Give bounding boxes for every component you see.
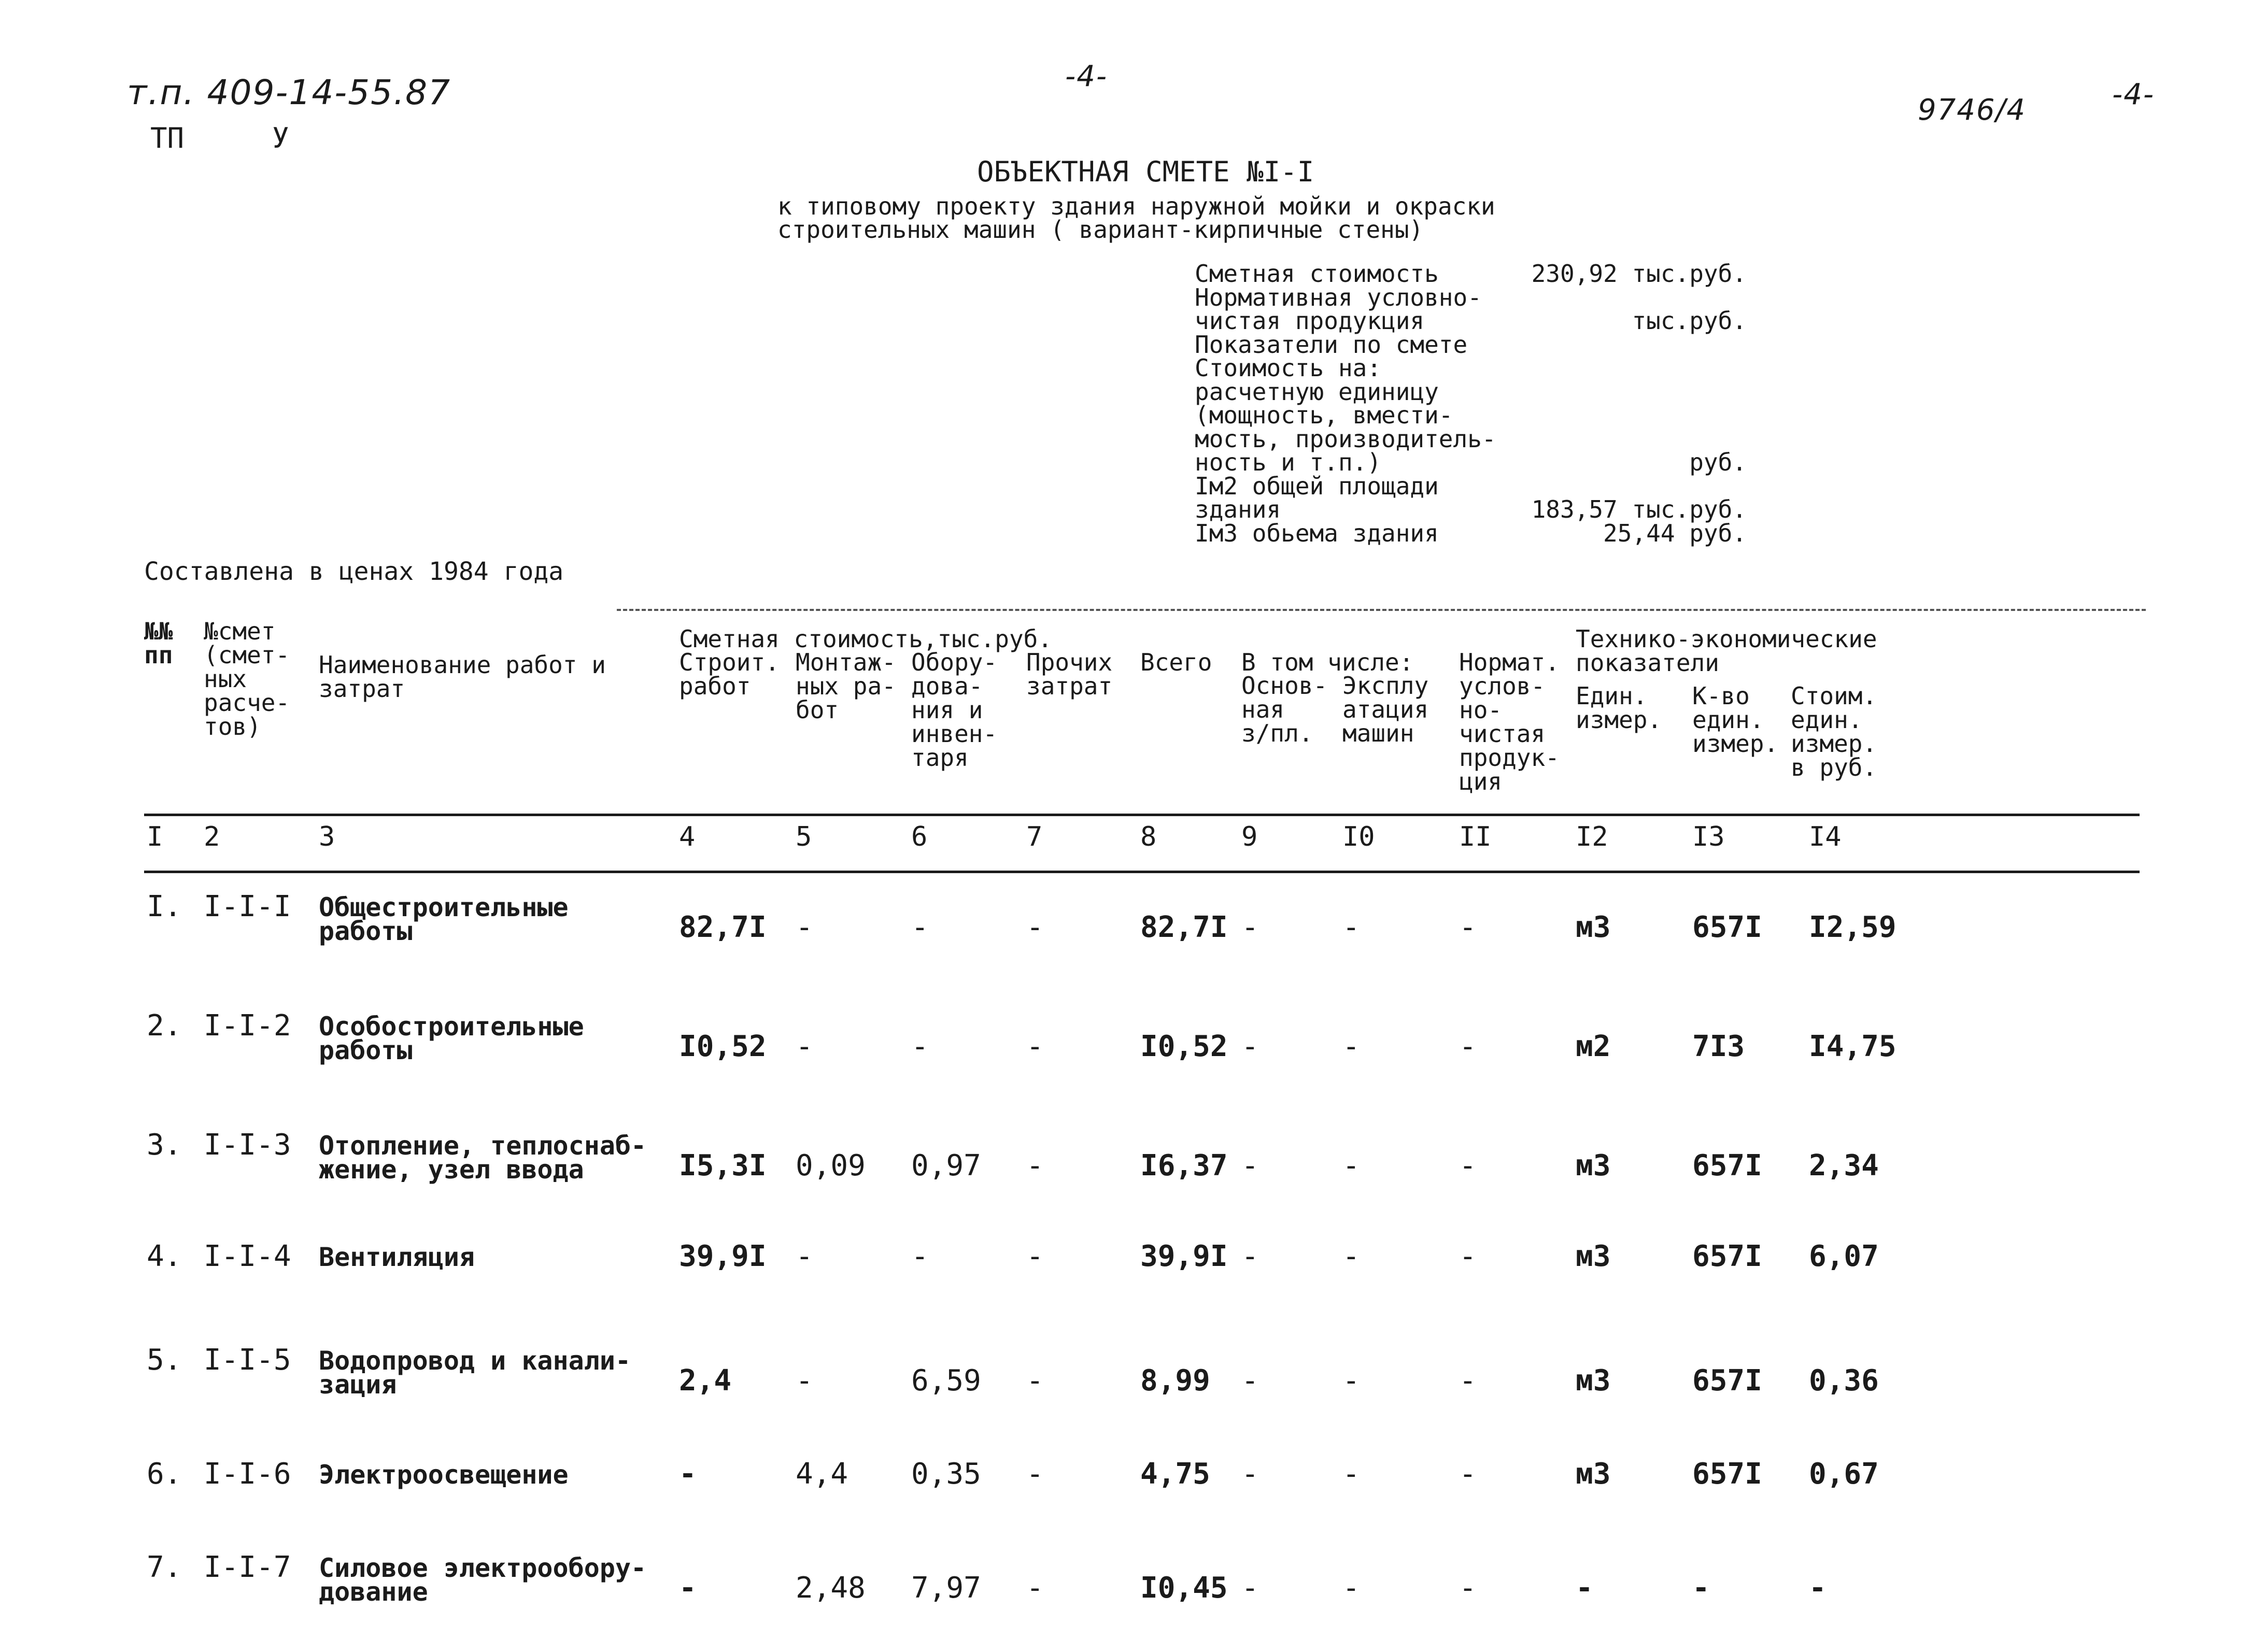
column-number: 8 — [1140, 821, 1157, 852]
row-value-c7: - — [1026, 1571, 1044, 1605]
row-value-c14: 2,34 — [1809, 1149, 1879, 1183]
column-number: 9 — [1241, 821, 1258, 852]
row-value-c9: - — [1241, 1149, 1259, 1183]
summary-label: мость, производитель- — [1195, 424, 1496, 453]
summary-label: здания — [1195, 495, 1281, 523]
row-value-c8: I0,52 — [1140, 1030, 1228, 1063]
row-value-c10: - — [1342, 1240, 1360, 1273]
column-number: II — [1459, 821, 1492, 852]
page-number-right: -4- — [2112, 78, 2155, 111]
header-other-costs: Прочих затрат — [1026, 648, 1113, 700]
row-value-c5: - — [796, 1030, 813, 1063]
row-work-name: Вентиляция — [319, 1242, 475, 1272]
header-normative-net-product: Нормат. услов- но- чистая продук- ция — [1459, 648, 1560, 795]
column-number: 7 — [1026, 821, 1043, 852]
row-value-c10: - — [1342, 1364, 1360, 1398]
column-number: I — [147, 821, 163, 852]
row-estimate-code: I-I-7 — [204, 1550, 291, 1584]
row-value-c14: I2,59 — [1809, 910, 1896, 944]
row-number: 6. — [147, 1457, 182, 1491]
row-value-c12: м3 — [1576, 1240, 1611, 1273]
header-construction-works: Строит. работ — [679, 648, 780, 700]
row-estimate-code: I-I-3 — [204, 1128, 291, 1162]
row-value-c13: 657I — [1692, 1457, 1762, 1491]
column-number: 6 — [911, 821, 928, 852]
archive-number: 9746/4 — [1918, 93, 2027, 127]
summary-label: Нормативная условно- — [1195, 283, 1482, 311]
row-work-name: Электроосвещение — [319, 1460, 569, 1490]
row-estimate-code: I-I-5 — [204, 1343, 291, 1377]
row-number: 2. — [147, 1009, 182, 1043]
row-value-c8: 82,7I — [1140, 910, 1228, 944]
summary-value: 230,92 тыс.руб. — [1531, 260, 1747, 288]
row-value-c9: - — [1241, 1364, 1259, 1398]
row-value-c6: - — [911, 910, 929, 944]
row-value-c12: м3 — [1576, 910, 1611, 944]
row-work-name: Общестроительные работы — [319, 892, 569, 946]
summary-label: Сметная стоимость — [1195, 260, 1439, 288]
row-value-c14: - — [1809, 1571, 1827, 1605]
row-work-name: Силовое электрообору- дование — [319, 1553, 647, 1607]
row-value-c5: 4,4 — [796, 1457, 848, 1491]
row-number: 7. — [147, 1550, 182, 1584]
row-value-c7: - — [1026, 910, 1044, 944]
row-estimate-code: I-I-6 — [204, 1457, 291, 1491]
row-value-c6: - — [911, 1240, 929, 1273]
header-installation-works: Монтаж- ных ра- бот — [796, 648, 896, 724]
row-value-c10: - — [1342, 910, 1360, 944]
row-value-c13: 657I — [1692, 1364, 1762, 1398]
row-value-c4: 82,7I — [679, 910, 767, 944]
row-value-c5: - — [796, 1240, 813, 1273]
row-value-c9: - — [1241, 1457, 1259, 1491]
summary-label: Iм3 обьема здания — [1195, 519, 1439, 547]
row-value-c6: 6,59 — [911, 1364, 981, 1398]
row-value-c7: - — [1026, 1240, 1044, 1273]
row-value-c12: м3 — [1576, 1364, 1611, 1398]
summary-value: 25,44 руб. — [1603, 519, 1747, 547]
row-value-c4: 39,9I — [679, 1240, 767, 1273]
row-value-c14: 0,67 — [1809, 1457, 1879, 1491]
row-value-c11: - — [1459, 1240, 1477, 1273]
row-value-c11: - — [1459, 1571, 1477, 1605]
row-value-c13: 7I3 — [1692, 1030, 1745, 1063]
row-value-c7: - — [1026, 1149, 1044, 1183]
header-tech-economic-group: Технико-экономические показатели — [1576, 625, 1877, 677]
row-value-c11: - — [1459, 1457, 1477, 1491]
row-value-c8: I6,37 — [1140, 1149, 1228, 1183]
summary-value: руб. — [1689, 448, 1747, 476]
row-number: 3. — [147, 1128, 182, 1162]
row-work-name: Отопление, теплоснаб- жение, узел ввода — [319, 1131, 647, 1185]
header-base-salary: Основ- ная з/пл. — [1241, 672, 1328, 747]
summary-label: Стоимость на: — [1195, 354, 1382, 382]
row-value-c5: - — [796, 1364, 813, 1398]
row-work-name: Водопровод и канали- зация — [319, 1346, 631, 1400]
row-value-c5: 0,09 — [796, 1149, 866, 1183]
row-value-c6: - — [911, 1030, 929, 1063]
header-row-number: №№ пп — [144, 617, 173, 669]
row-value-c12: м3 — [1576, 1149, 1611, 1183]
document-type-label: ТП — [150, 122, 185, 154]
row-value-c13: - — [1692, 1571, 1710, 1605]
summary-label: Показатели по смете — [1195, 330, 1468, 359]
row-estimate-code: I-I-4 — [204, 1240, 291, 1273]
estimate-title: ОБЪЕКТНАЯ СМЕТЕ №I-I — [977, 155, 1314, 188]
row-value-c6: 0,97 — [911, 1149, 981, 1183]
row-value-c9: - — [1241, 1240, 1259, 1273]
row-value-c11: - — [1459, 1364, 1477, 1398]
row-value-c9: - — [1241, 1030, 1259, 1063]
column-numbers-rule — [144, 871, 2140, 873]
row-value-c4: 2,4 — [679, 1364, 732, 1398]
row-value-c14: 6,07 — [1809, 1240, 1879, 1273]
row-value-c5: 2,48 — [796, 1571, 866, 1605]
row-value-c7: - — [1026, 1457, 1044, 1491]
row-value-c10: - — [1342, 1030, 1360, 1063]
row-value-c13: 657I — [1692, 1240, 1762, 1273]
header-equipment: Обору- дова- ния и инвен- таря — [911, 648, 998, 772]
estimate-subtitle-line1: к типовому проекту здания наружной мойки и окраски — [777, 192, 1495, 220]
row-value-c5: - — [796, 910, 813, 944]
summary-label: чистая продукция — [1195, 307, 1425, 335]
column-number: 3 — [319, 821, 335, 852]
header-unit-count: К-во един. измер. — [1692, 682, 1779, 758]
row-value-c12: м2 — [1576, 1030, 1611, 1063]
row-value-c6: 7,97 — [911, 1571, 981, 1605]
row-value-c11: - — [1459, 1030, 1477, 1063]
column-number: I2 — [1576, 821, 1608, 852]
header-total: Всего — [1140, 648, 1212, 676]
estimate-subtitle-line2: строительных машин ( вариант-кирпичные стены) — [777, 216, 1424, 244]
row-value-c8: 39,9I — [1140, 1240, 1228, 1273]
summary-label: ность и т.п.) — [1195, 448, 1382, 476]
row-value-c14: 0,36 — [1809, 1364, 1879, 1398]
row-value-c4: - — [679, 1457, 697, 1491]
column-number: 2 — [204, 821, 220, 852]
header-work-name: Наименование работ и затрат — [319, 651, 606, 703]
row-value-c8: 4,75 — [1140, 1457, 1210, 1491]
header-unit-cost: Стоим. един. измер. в руб. — [1791, 682, 1877, 781]
summary-label: расчетную единицу — [1195, 377, 1439, 406]
column-number: I0 — [1342, 821, 1375, 852]
summary-value: тыс.руб. — [1632, 307, 1747, 335]
table-top-dash-rule — [617, 609, 2146, 611]
summary-label: Iм2 общей площади — [1195, 472, 1439, 500]
row-value-c12: м3 — [1576, 1457, 1611, 1491]
row-value-c10: - — [1342, 1149, 1360, 1183]
header-estimated-cost-group: Сметная стоимость,тыс.руб. — [679, 625, 1053, 653]
row-value-c6: 0,35 — [911, 1457, 981, 1491]
column-number: I3 — [1692, 821, 1725, 852]
row-value-c7: - — [1026, 1364, 1044, 1398]
row-value-c10: - — [1342, 1457, 1360, 1491]
summary-value: 183,57 тыс.руб. — [1531, 495, 1747, 523]
row-value-c4: I0,52 — [679, 1030, 767, 1063]
header-bottom-rule — [144, 814, 2140, 816]
row-value-c11: - — [1459, 910, 1477, 944]
column-number: 4 — [679, 821, 696, 852]
header-estimate-number: №смет (смет- ных расче- тов) — [204, 617, 290, 740]
prices-note: Составлена в ценах 1984 года — [144, 557, 564, 586]
row-value-c12: - — [1576, 1571, 1593, 1605]
document-code: т.п. 409-14-55.87 — [127, 73, 451, 112]
row-value-c13: 657I — [1692, 910, 1762, 944]
row-value-c8: I0,45 — [1140, 1571, 1228, 1605]
column-number: 5 — [796, 821, 812, 852]
header-including-group: В том числе: — [1241, 648, 1414, 676]
row-value-c7: - — [1026, 1030, 1044, 1063]
row-number: I. — [147, 890, 182, 923]
document-type-mark: У — [272, 122, 289, 154]
column-number: I4 — [1809, 821, 1842, 852]
row-estimate-code: I-I-I — [204, 890, 291, 923]
row-number: 4. — [147, 1240, 182, 1273]
row-value-c4: - — [679, 1571, 697, 1605]
row-value-c9: - — [1241, 910, 1259, 944]
row-value-c10: - — [1342, 1571, 1360, 1605]
row-value-c8: 8,99 — [1140, 1364, 1210, 1398]
row-value-c9: - — [1241, 1571, 1259, 1605]
row-work-name: Особостроительные работы — [319, 1012, 584, 1065]
row-value-c13: 657I — [1692, 1149, 1762, 1183]
row-estimate-code: I-I-2 — [204, 1009, 291, 1043]
row-value-c14: I4,75 — [1809, 1030, 1896, 1063]
row-value-c4: I5,3I — [679, 1149, 767, 1183]
row-value-c11: - — [1459, 1149, 1477, 1183]
row-number: 5. — [147, 1343, 182, 1377]
header-unit: Един. измер. — [1576, 682, 1662, 734]
page-number-center: -4- — [1065, 60, 1108, 93]
header-machine-operation: Эксплу атация машин — [1342, 672, 1429, 747]
summary-label: (мощность, вмести- — [1195, 401, 1453, 429]
